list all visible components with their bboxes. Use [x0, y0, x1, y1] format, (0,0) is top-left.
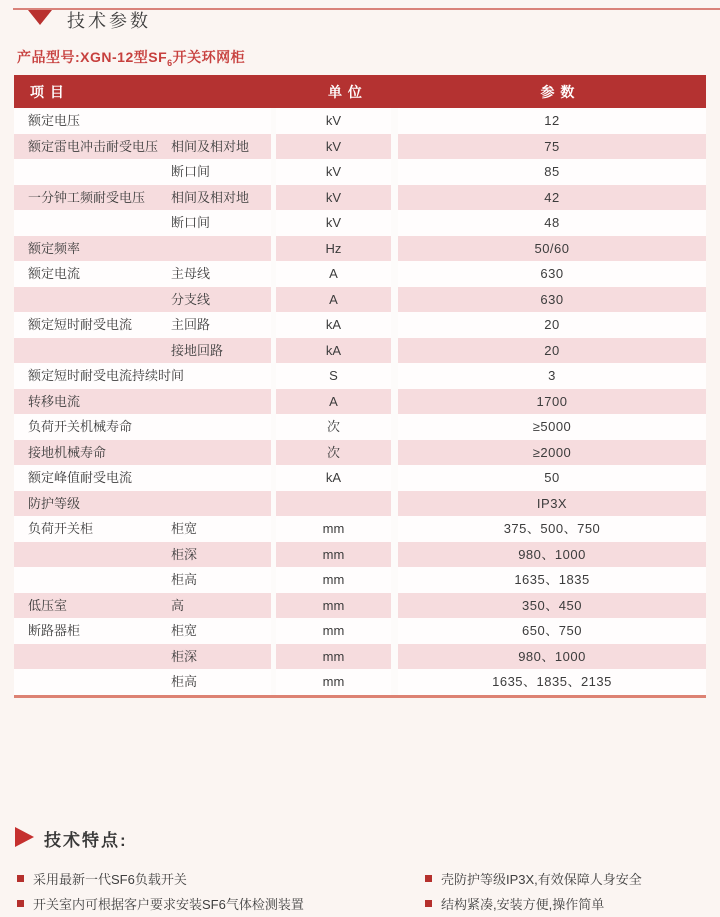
feature-text: 采用最新一代SF6负载开关 — [33, 872, 187, 887]
item-label: 额定电流 — [28, 266, 81, 281]
table-row — [14, 618, 706, 644]
features-column-left — [17, 866, 304, 916]
subitem-label: 断口间 — [171, 215, 211, 230]
param-cell: ≥5000 — [532, 419, 572, 434]
param-cell: 42 — [398, 185, 706, 211]
item-cell — [14, 312, 276, 338]
param-cell: 50 — [544, 470, 560, 485]
param-cell: 85 — [544, 164, 560, 179]
unit-cell: kV — [276, 210, 398, 236]
param-cell: 630 — [398, 287, 706, 313]
product-model-text — [17, 47, 245, 68]
subitem-label: 柜高 — [171, 674, 198, 689]
param-cell: ≥2000 — [398, 440, 706, 466]
unit-cell: mm — [276, 567, 398, 593]
table-row — [14, 312, 706, 338]
unit-cell: Hz — [276, 236, 398, 262]
header-item: 项 目 — [30, 83, 65, 100]
subitem-label: 主母线 — [171, 266, 211, 281]
table-row — [14, 414, 706, 440]
table-row — [14, 440, 706, 466]
table-body — [14, 108, 706, 698]
table-row — [14, 363, 706, 389]
param-cell: 3 — [548, 368, 556, 383]
param-cell: 1635、1835、2135 — [492, 674, 612, 689]
item-cell — [14, 618, 276, 644]
item-label: 接地机械寿命 — [28, 444, 107, 460]
feature-text: 开关室内可根据客户要求安装SF6气体检测装置 — [33, 897, 304, 912]
param-cell: 375、500、750 — [503, 521, 601, 536]
item-cell — [14, 414, 276, 440]
feature-item — [425, 866, 642, 891]
param-cell: 12 — [544, 113, 560, 128]
feature-item — [425, 891, 642, 916]
item-cell — [14, 491, 276, 517]
unit-cell: mm — [276, 618, 398, 644]
item-cell — [14, 210, 276, 236]
unit-cell: kV — [276, 185, 398, 211]
item-label: 额定短时耐受电流持续时间 — [28, 368, 185, 383]
table-row — [14, 567, 706, 593]
bullet-square-icon — [17, 900, 24, 907]
bullet-square-icon — [17, 875, 24, 882]
param-cell: 630 — [540, 266, 564, 281]
feature-item — [17, 866, 304, 891]
bullet-square-icon — [425, 875, 432, 882]
item-cell — [14, 236, 276, 262]
item-label: 负荷开关柜 — [28, 521, 94, 536]
item-cell — [14, 567, 276, 593]
table-row — [14, 542, 706, 568]
subitem-label: 柜深 — [171, 546, 198, 562]
feature-text: 结构紧凑,安装方便,操作简单 — [441, 897, 605, 912]
table-row — [14, 185, 706, 211]
item-cell — [14, 465, 276, 491]
item-cell — [14, 363, 276, 389]
subitem-label: 相间及相对地 — [171, 138, 250, 154]
param-cell: 48 — [544, 215, 560, 230]
item-cell — [14, 516, 276, 542]
table-header-row — [14, 75, 706, 108]
table-row — [14, 389, 706, 415]
item-cell — [14, 338, 276, 364]
table-row — [14, 516, 706, 542]
triangle-down-icon — [28, 10, 52, 25]
subitem-label: 断口间 — [171, 164, 211, 179]
param-cell: 350、450 — [398, 593, 706, 619]
subitem-label: 柜深 — [171, 648, 198, 664]
item-cell — [14, 440, 276, 466]
item-cell — [14, 287, 276, 313]
unit-cell: kV — [276, 134, 398, 160]
param-cell: 20 — [398, 338, 706, 364]
table-row — [14, 491, 706, 517]
item-cell — [14, 593, 276, 619]
header-param: 参 数 — [540, 83, 576, 100]
item-cell — [14, 159, 276, 185]
unit-cell: kA — [276, 465, 398, 491]
item-label: 负荷开关机械寿命 — [28, 419, 133, 434]
bullet-square-icon — [425, 900, 432, 907]
param-cell: 980、1000 — [398, 542, 706, 568]
page-title: 技术参数 — [67, 11, 151, 31]
unit-cell: A — [276, 389, 398, 415]
item-cell — [14, 185, 276, 211]
item-label: 低压室 — [28, 597, 68, 613]
unit-cell: S — [276, 363, 398, 389]
table-row — [14, 210, 706, 236]
param-cell: 75 — [398, 134, 706, 160]
unit-cell: 次 — [276, 414, 398, 440]
item-label: 额定电压 — [28, 113, 81, 128]
item-label: 防护等级 — [28, 495, 81, 511]
item-cell — [14, 134, 276, 160]
unit-cell: 次 — [276, 440, 398, 466]
table-row — [14, 236, 706, 262]
table-row — [14, 287, 706, 313]
item-cell — [14, 542, 276, 568]
feature-text: 壳防护等级IP3X,有效保障人身安全 — [441, 872, 642, 887]
param-cell: 20 — [544, 317, 560, 332]
features-heading: 技术特点: — [44, 831, 128, 850]
unit-cell: mm — [276, 593, 398, 619]
unit-cell: A — [276, 261, 398, 287]
subitem-label: 柜高 — [171, 572, 198, 587]
unit-cell — [276, 491, 398, 517]
subitem-label: 高 — [171, 597, 185, 613]
table-row — [14, 669, 706, 695]
item-label: 转移电流 — [28, 393, 81, 409]
table-row — [14, 108, 706, 134]
subitem-label: 接地回路 — [171, 342, 224, 358]
item-label: 额定峰值耐受电流 — [28, 470, 133, 485]
item-cell — [14, 261, 276, 287]
param-cell: IP3X — [398, 491, 706, 517]
product-model-suffix: 开关环网柜 — [172, 49, 246, 65]
item-cell — [14, 644, 276, 670]
feature-item — [17, 891, 304, 916]
table-row — [14, 338, 706, 364]
subitem-label: 柜宽 — [171, 521, 198, 536]
table-row — [14, 261, 706, 287]
param-cell: 650、750 — [522, 623, 582, 638]
table-row — [14, 593, 706, 619]
item-label: 额定频率 — [28, 240, 81, 256]
subitem-label: 柜宽 — [171, 623, 198, 638]
item-label: 额定雷电冲击耐受电压 — [28, 138, 159, 154]
header-unit: 单 位 — [328, 83, 363, 100]
param-cell: 50/60 — [398, 236, 706, 262]
item-cell — [14, 669, 276, 695]
unit-cell: kA — [276, 312, 398, 338]
item-cell — [14, 389, 276, 415]
param-cell: 1700 — [398, 389, 706, 415]
item-cell — [14, 108, 276, 134]
spec-table — [14, 75, 706, 698]
param-cell: 1635、1835 — [514, 572, 590, 587]
table-row — [14, 465, 706, 491]
unit-cell: kV — [276, 108, 398, 134]
unit-cell: mm — [276, 644, 398, 670]
product-model-subscript: 6 — [167, 57, 173, 68]
table-row — [14, 644, 706, 670]
item-label: 一分钟工频耐受电压 — [28, 189, 146, 205]
param-cell: 980、1000 — [398, 644, 706, 670]
unit-cell: mm — [276, 669, 398, 695]
features-column-right — [425, 866, 642, 916]
unit-cell: mm — [276, 542, 398, 568]
unit-cell: kV — [276, 159, 398, 185]
subitem-label: 相间及相对地 — [171, 189, 250, 205]
unit-cell: A — [276, 287, 398, 313]
triangle-right-icon — [15, 827, 34, 847]
item-label: 断路器柜 — [28, 623, 81, 638]
item-label: 额定短时耐受电流 — [28, 317, 133, 332]
table-row — [14, 159, 706, 185]
subitem-label: 分支线 — [171, 291, 211, 307]
table-row — [14, 134, 706, 160]
subitem-label: 主回路 — [171, 317, 211, 332]
product-model-prefix: 产品型号:XGN-12型SF — [17, 49, 168, 65]
unit-cell: mm — [276, 516, 398, 542]
unit-cell: kA — [276, 338, 398, 364]
